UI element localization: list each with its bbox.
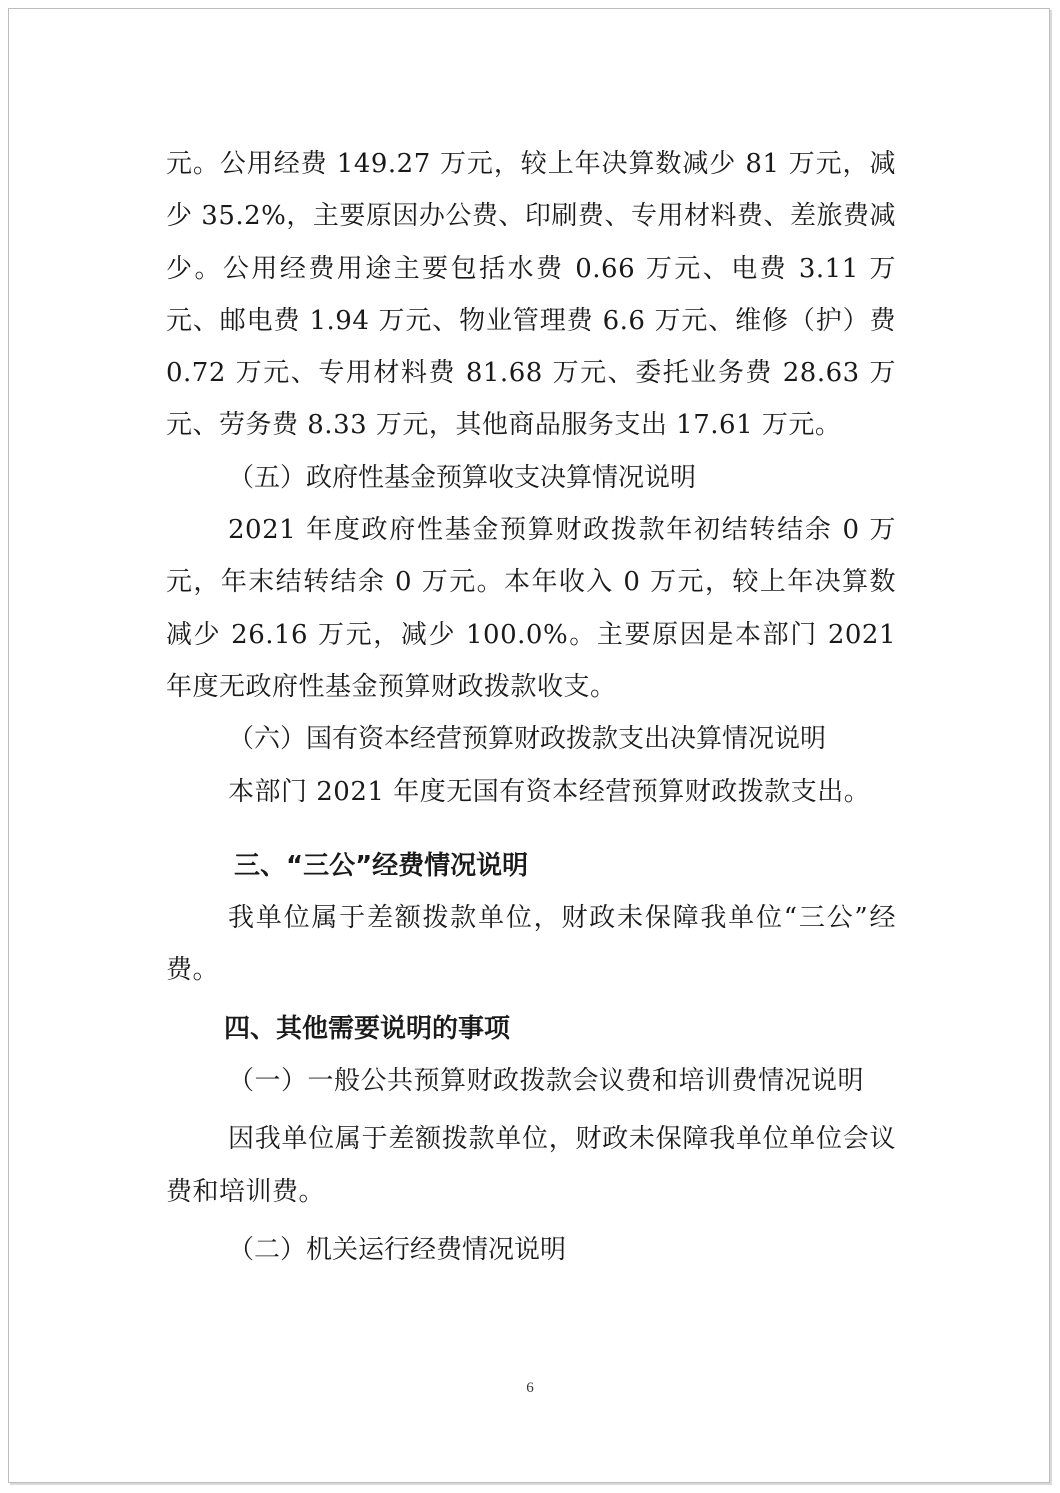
paragraph-meeting-training: 因我单位属于差额拨款单位，财政未保障我单位单位会议费和培训费。 (166, 1124, 896, 1207)
paragraph-state-capital: 本部门 2021 年度无国有资本经营预算财政拨款支出。 (228, 776, 871, 807)
subsection-heading-operating-expenses: （二）机关运行经费情况说明 (228, 1234, 567, 1265)
page-number: 6 (526, 1380, 534, 1396)
paragraph-public-expenses: 元。公用经费 149.27 万元，较上年决算数减少 81 万元，减少 35.2%，主要原因办公费、印刷费、专用材料费、差旅费减少。公用经费用途主要包括水费 0.66 万元、电费 3.11 万元、邮电费 1.94 万元、物业管理费 6.6 万元、维修（护）费 0.72 万元、专用材料费 81.68 万元、委托业务费 28.63 万元、劳务费 8.33 万元，其他商品服务支出 17.61 万元。 (166, 149, 896, 441)
paragraph-government-fund: 2021 年度政府性基金预算财政拨款年初结转结余 0 万元，年末结转结余 0 万元。本年收入 0 万元，较上年决算数减少 26.16 万元，减少 100.0%。主要原因是本部门 2021 年度无政府性基金预算财政拨款收支。 (166, 515, 896, 702)
page-body (166, 138, 896, 1276)
section-heading-state-capital: （六）国有资本经营预算财政拨款支出决算情况说明 (228, 724, 827, 755)
paragraph-three-public-expenses: 我单位属于差额拨款单位，财政未保障我单位“三公”经费。 (166, 903, 896, 986)
section-heading-government-fund: （五）政府性基金预算收支决算情况说明 (228, 462, 697, 493)
section-heading-three-public-expenses: 三、“三公”经费情况说明 (234, 850, 529, 881)
subsection-heading-meeting-training: （一）一般公共预算财政拨款会议费和培训费情况说明 (228, 1066, 865, 1097)
section-heading-other-matters: 四、其他需要说明的事项 (224, 1013, 511, 1044)
